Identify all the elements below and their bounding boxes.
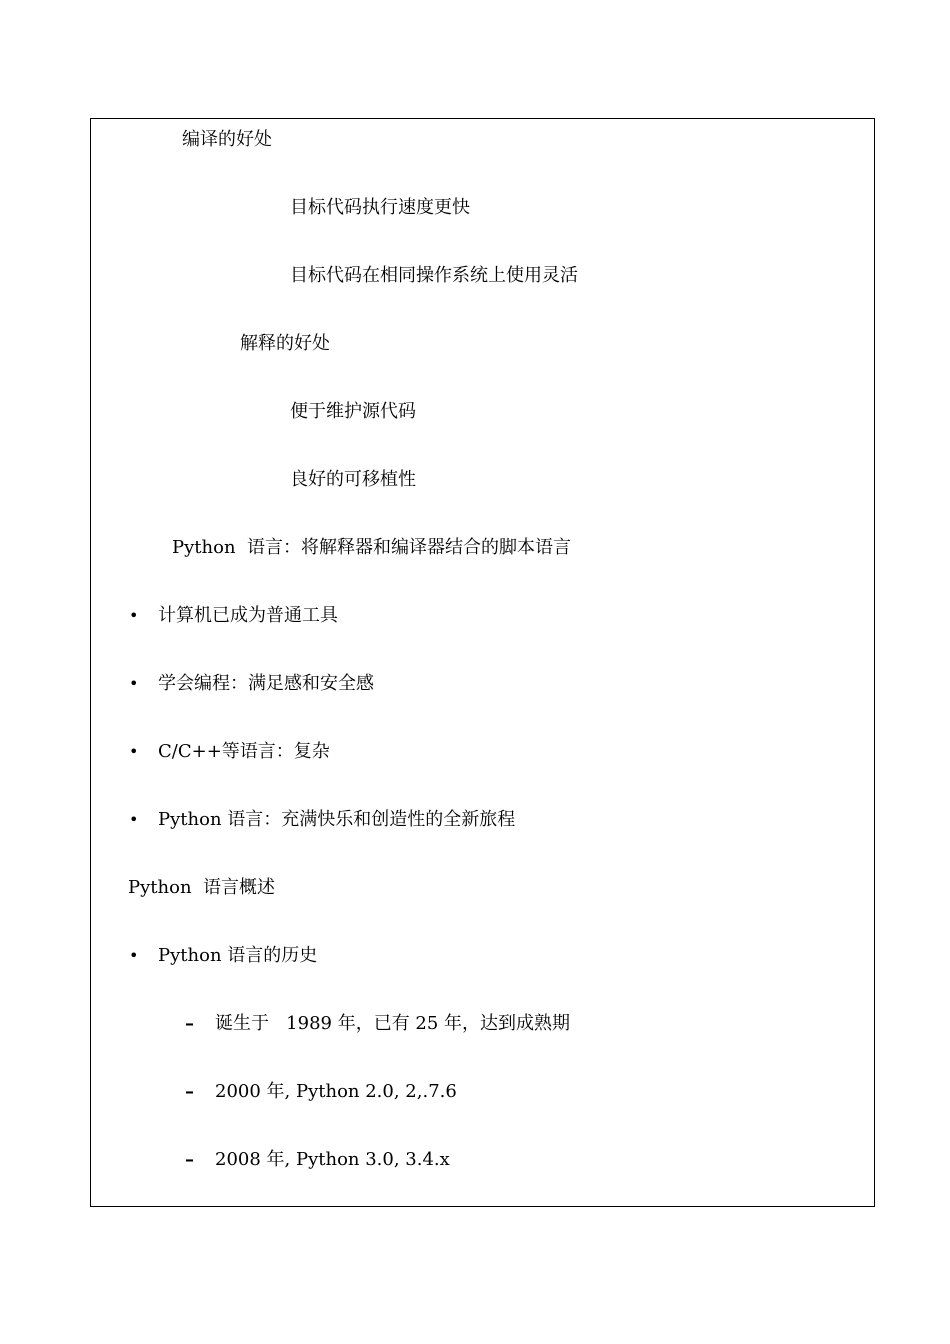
dash-icon: –: [185, 1013, 194, 1034]
list-item: 目标代码在相同操作系统上使用灵活: [290, 265, 578, 286]
list-item: 2000 年, Python 2.0, 2,.7.6: [215, 1081, 457, 1102]
dash-icon: –: [185, 1081, 194, 1102]
bullet-icon: •: [129, 946, 139, 965]
list-item: Python 语言：充满快乐和创造性的全新旅程: [158, 809, 516, 830]
list-item: C/C++等语言：复杂: [158, 741, 330, 762]
bullet-icon: •: [129, 674, 139, 693]
bullet-icon: •: [129, 742, 139, 761]
list-item: 诞生于 1989 年，已有 25 年，达到成熟期: [215, 1013, 571, 1034]
list-item: 2008 年, Python 3.0, 3.4.x: [215, 1149, 450, 1170]
list-item: 便于维护源代码: [290, 401, 416, 422]
heading-compile-benefits: 编译的好处: [182, 129, 272, 150]
list-item: 良好的可移植性: [290, 469, 416, 490]
section-heading: Python 语言概述: [128, 877, 275, 898]
list-item: Python 语言的历史: [158, 945, 318, 966]
bullet-icon: •: [129, 606, 139, 625]
content-frame: [90, 118, 875, 1207]
dash-icon: –: [185, 1149, 194, 1170]
heading-interpret-benefits: 解释的好处: [240, 333, 330, 354]
list-item: 学会编程：满足感和安全感: [158, 673, 374, 694]
list-item: 目标代码执行速度更快: [290, 197, 470, 218]
python-summary-line: Python 语言：将解释器和编译器结合的脚本语言: [172, 537, 571, 558]
list-item: 计算机已成为普通工具: [158, 605, 338, 626]
bullet-icon: •: [129, 810, 139, 829]
